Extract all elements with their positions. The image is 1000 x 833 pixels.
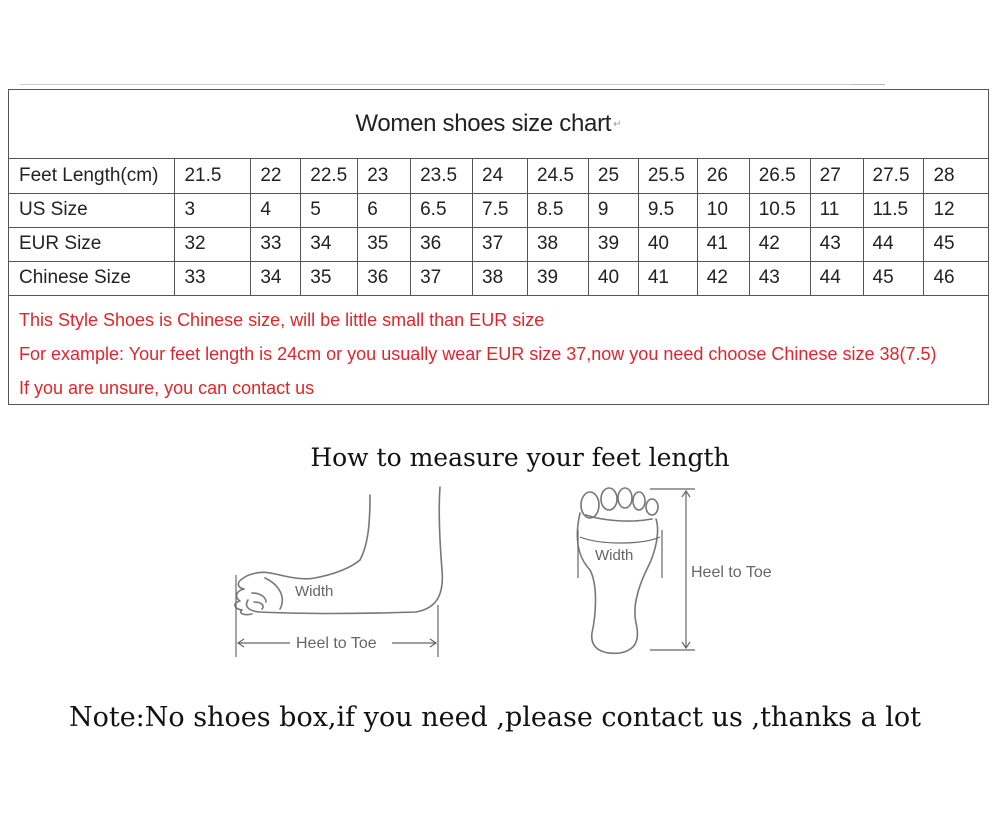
size-table xyxy=(9,159,988,296)
measure-illustrations xyxy=(120,475,860,685)
size-cell: 26.5 xyxy=(749,159,810,193)
size-cell: 27 xyxy=(810,159,863,193)
size-cell: 9 xyxy=(588,193,638,227)
size-cell: 39 xyxy=(588,227,638,261)
footer-note: Note:No shoes box,if you need ,please contact us ,thanks a lot xyxy=(68,702,922,733)
size-cell: 35 xyxy=(358,227,411,261)
size-row-label: Feet Length(cm) xyxy=(9,159,175,193)
size-row xyxy=(9,159,988,193)
size-chart-title-row xyxy=(9,90,988,159)
size-row xyxy=(9,261,988,295)
size-cell: 22.5 xyxy=(301,159,358,193)
side-width-label: Width xyxy=(295,583,334,600)
size-notes xyxy=(19,303,984,405)
size-cell: 42 xyxy=(697,261,749,295)
note-line: For example: Your feet length is 24cm or you usually wear EUR size 37,now you need choose Chinese size 38(7.5) xyxy=(19,344,937,364)
size-cell: 44 xyxy=(863,227,924,261)
size-chart-title: Women shoes size chart xyxy=(355,110,612,137)
size-cell: 41 xyxy=(638,261,697,295)
size-cell: 8.5 xyxy=(527,193,588,227)
top-rule xyxy=(20,84,880,85)
size-row-label: US Size xyxy=(9,193,175,227)
size-cell: 26 xyxy=(697,159,749,193)
size-row-label: EUR Size xyxy=(9,227,175,261)
size-cell: 34 xyxy=(251,261,301,295)
size-cell: 3 xyxy=(175,193,251,227)
foot-side-view xyxy=(235,487,442,615)
size-chart xyxy=(8,89,989,405)
sole-length-label: Heel to Toe xyxy=(691,564,772,581)
size-cell: 44 xyxy=(810,261,863,295)
size-row xyxy=(9,227,988,261)
size-cell: 33 xyxy=(175,261,251,295)
size-cell: 40 xyxy=(638,227,697,261)
size-cell: 11.5 xyxy=(863,193,924,227)
size-row xyxy=(9,193,988,227)
size-cell: 38 xyxy=(473,261,528,295)
sole-width-label: Width xyxy=(595,547,634,564)
size-cell: 6 xyxy=(358,193,411,227)
size-cell: 35 xyxy=(301,261,358,295)
size-cell: 5 xyxy=(301,193,358,227)
size-cell: 36 xyxy=(358,261,411,295)
size-cell: 42 xyxy=(749,227,810,261)
top-rule-mark xyxy=(850,84,885,85)
size-cell: 34 xyxy=(301,227,358,261)
size-cell: 22 xyxy=(251,159,301,193)
size-cell: 10 xyxy=(697,193,749,227)
size-cell: 25 xyxy=(588,159,638,193)
size-cell: 23 xyxy=(358,159,411,193)
size-cell: 41 xyxy=(697,227,749,261)
size-cell: 27.5 xyxy=(863,159,924,193)
size-cell: 38 xyxy=(527,227,588,261)
foot-sole-view xyxy=(577,488,658,653)
foot-diagrams xyxy=(120,475,860,685)
size-cell: 39 xyxy=(527,261,588,295)
size-cell: 45 xyxy=(863,261,924,295)
size-cell: 37 xyxy=(473,227,528,261)
note-line: If you are unsure, you can contact us xyxy=(19,378,315,398)
size-cell: 28 xyxy=(924,159,988,193)
size-cell: 46 xyxy=(924,261,988,295)
size-cell: 4 xyxy=(251,193,301,227)
side-length-label: Heel to Toe xyxy=(296,635,377,652)
size-cell: 23.5 xyxy=(411,159,473,193)
size-cell: 21.5 xyxy=(175,159,251,193)
size-cell: 37 xyxy=(411,261,473,295)
size-cell: 32 xyxy=(175,227,251,261)
size-cell: 43 xyxy=(749,261,810,295)
size-cell: 24.5 xyxy=(527,159,588,193)
size-cell: 9.5 xyxy=(638,193,697,227)
measure-heading: How to measure your feet length xyxy=(310,443,730,472)
note-line: This Style Shoes is Chinese size, will be little small than EUR size xyxy=(19,310,545,330)
size-cell: 40 xyxy=(588,261,638,295)
size-row-label: Chinese Size xyxy=(9,261,175,295)
size-cell: 6.5 xyxy=(411,193,473,227)
size-cell: 11 xyxy=(810,193,863,227)
size-cell: 24 xyxy=(473,159,528,193)
size-cell: 33 xyxy=(251,227,301,261)
size-cell: 36 xyxy=(411,227,473,261)
size-cell: 45 xyxy=(924,227,988,261)
size-cell: 12 xyxy=(924,193,988,227)
size-cell: 43 xyxy=(810,227,863,261)
size-cell: 10.5 xyxy=(749,193,810,227)
paragraph-mark-icon: ↵ xyxy=(613,118,622,130)
size-cell: 25.5 xyxy=(638,159,697,193)
size-cell: 7.5 xyxy=(473,193,528,227)
